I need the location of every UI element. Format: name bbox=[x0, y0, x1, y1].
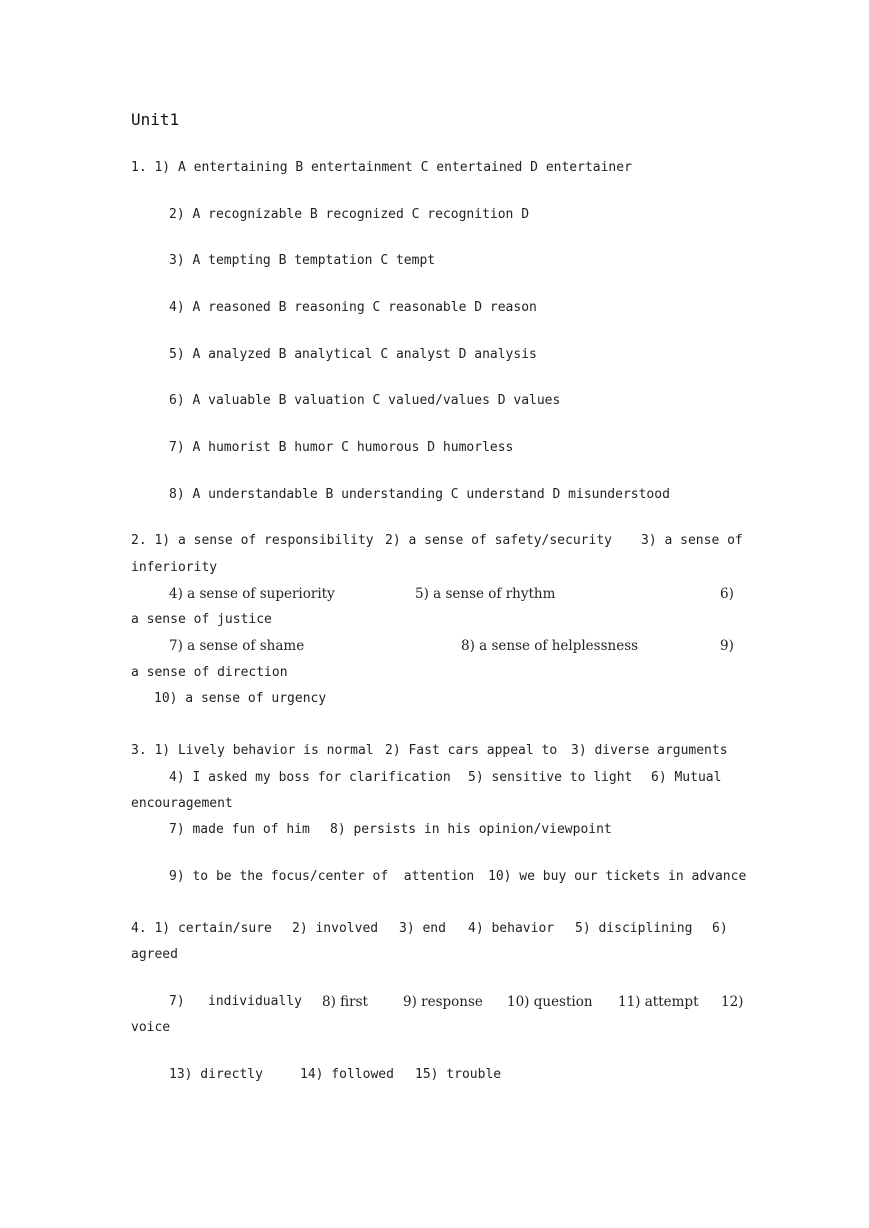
s1-line-2: 2) A recognizable B recognized C recognition D bbox=[169, 207, 530, 222]
s3-item-9: 9) to be the focus/center of attention bbox=[169, 869, 475, 884]
s4-item-5: 5) disciplining bbox=[575, 921, 693, 936]
s4-item-4: 4) behavior bbox=[468, 921, 555, 936]
s4-item-6-cont: agreed bbox=[131, 947, 178, 962]
s2-item-8: 8) a sense of helplessness bbox=[461, 638, 639, 654]
s4-item-12: 12) bbox=[721, 994, 744, 1010]
s3-item-8: 8) persists in his opinion/viewpoint bbox=[330, 822, 612, 837]
s2-item-9-cont: a sense of direction bbox=[131, 665, 288, 680]
s3-item-7: 7) made fun of him bbox=[169, 822, 310, 837]
s4-item-9: 9) response bbox=[403, 994, 483, 1010]
s1-line-6: 6) A valuable B valuation C valued/values D values bbox=[169, 393, 561, 408]
s1-line-7: 7) A humorist B humor C humorous D humorless bbox=[169, 440, 514, 455]
s4-item-13: 13) directly bbox=[169, 1067, 263, 1082]
s4-item-8: 8) first bbox=[322, 994, 368, 1010]
s2-item-7: 7) a sense of shame bbox=[169, 638, 305, 654]
s4-item-6: 6) bbox=[712, 921, 728, 936]
s4-item-12-cont: voice bbox=[131, 1020, 171, 1035]
s4-item-10: 10) question bbox=[507, 994, 593, 1010]
s4-item-3: 3) end bbox=[399, 921, 446, 936]
s2-item-3: 3) a sense of bbox=[641, 533, 743, 548]
s2-item-3-cont: inferiority bbox=[131, 560, 218, 575]
s1-line-4: 4) A reasoned B reasoning C reasonable D reason bbox=[169, 300, 537, 315]
s2-item-1: 2. 1) a sense of responsibility bbox=[131, 533, 374, 548]
s2-item-2: 2) a sense of safety/security bbox=[385, 533, 612, 548]
s3-item-3: 3) diverse arguments bbox=[571, 743, 728, 758]
s2-item-6-cont: a sense of justice bbox=[131, 612, 272, 627]
s4-item-14: 14) followed bbox=[300, 1067, 394, 1082]
s4-item-15: 15) trouble bbox=[415, 1067, 502, 1082]
s2-item-4: 4) a sense of superiority bbox=[169, 586, 335, 602]
s4-item-7: 7) bbox=[169, 994, 185, 1009]
s4-item-11: 11) attempt bbox=[618, 994, 699, 1010]
s4-item-1: 4. 1) certain/sure bbox=[131, 921, 272, 936]
s1-line-8: 8) A understandable B understanding C understand D misunderstood bbox=[169, 487, 670, 502]
unit-title: Unit1 bbox=[131, 110, 180, 129]
s3-item-1: 3. 1) Lively behavior is normal bbox=[131, 743, 374, 758]
s3-item-2: 2) Fast cars appeal to bbox=[385, 743, 558, 758]
s2-item-6: 6) bbox=[720, 586, 734, 602]
s3-item-4: 4) I asked my boss for clarification bbox=[169, 770, 451, 785]
s1-line-5: 5) A analyzed B analytical C analyst D analysis bbox=[169, 347, 537, 362]
s3-item-5: 5) sensitive to light bbox=[468, 770, 633, 785]
s1-line-3: 3) A tempting B temptation C tempt bbox=[169, 253, 436, 268]
s2-item-5: 5) a sense of rhythm bbox=[415, 586, 556, 602]
s3-item-10: 10) we buy our tickets in advance bbox=[488, 869, 747, 884]
s2-item-9: 9) bbox=[720, 638, 734, 654]
s4-item-2: 2) involved bbox=[292, 921, 379, 936]
s1-line-1: 1. 1) A entertaining B entertainment C entertained D entertainer bbox=[131, 160, 632, 175]
s3-item-6: 6) Mutual bbox=[651, 770, 722, 785]
s3-item-6-cont: encouragement bbox=[131, 796, 233, 811]
s2-item-10: 10) a sense of urgency bbox=[154, 691, 327, 706]
s4-item-7-word: individually bbox=[208, 994, 302, 1009]
